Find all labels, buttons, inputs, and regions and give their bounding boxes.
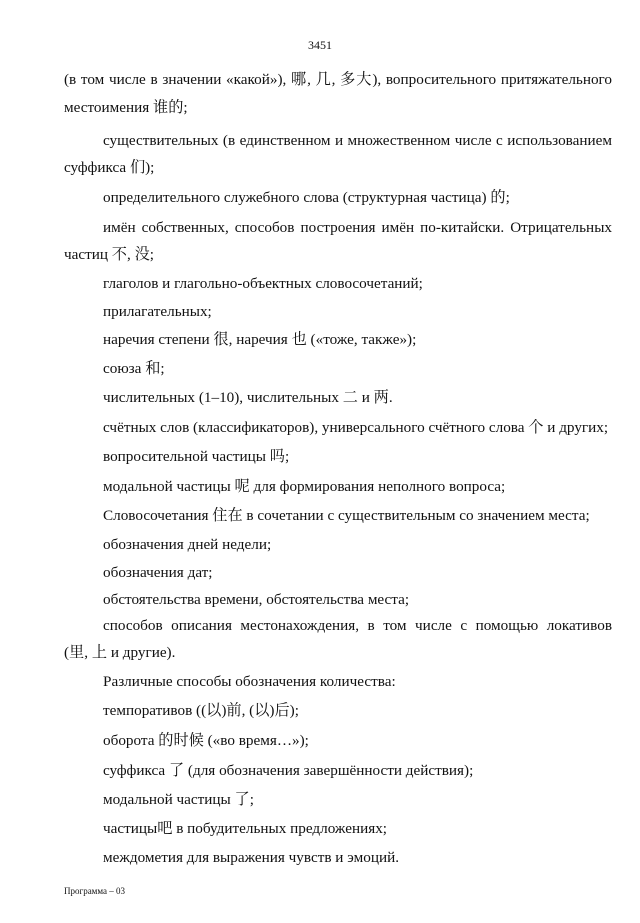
text-line: прилагательных; xyxy=(103,303,212,320)
footer-label: Программа – 03 xyxy=(64,886,126,896)
text-line: частицы吧 в побудительных предложениях; xyxy=(103,820,388,837)
text-line: союза 和; xyxy=(103,360,165,377)
text-line: наречия степени 很, наречия 也 («тоже, также»); xyxy=(103,331,417,348)
text-line: обстоятельства времени, обстоятельства места; xyxy=(103,591,410,608)
page-number: 3451 xyxy=(308,38,332,52)
text-line: Словосочетания 住在 в сочетании с существительным со значением места; xyxy=(103,507,590,524)
text-line: имён собственных, способов построения имён по-китайски. Отрицательных xyxy=(103,219,612,236)
text-line: модальной частицы 呢 для формирования неполного вопроса; xyxy=(103,478,506,495)
text-line: оборота 的时候 («во время…»); xyxy=(103,732,309,749)
text-line: существительных (в единственном и множественном числе с использованием xyxy=(103,132,612,149)
text-line: обозначения дат; xyxy=(103,564,213,581)
text-line: способов описания местонахождения, в том числе с помощью локативов xyxy=(103,617,612,634)
text-line: глаголов и глагольно-объектных словосочетаний; xyxy=(103,275,423,292)
text-line: темпоративов ((以)前, (以)后); xyxy=(103,702,299,719)
text-line: определительного служебного слова (структурная частица) 的; xyxy=(103,189,510,206)
text-line: числительных (1–10), числительных 二 и 两. xyxy=(103,389,393,406)
text-line: суффикса 们); xyxy=(64,159,155,176)
text-line: (里, 上 и другие). xyxy=(64,644,176,661)
text-line: (в том числе в значении «какой»), 哪, 几, 多大), вопросительного притяжательного xyxy=(64,71,612,88)
text-line: счётных слов (классификаторов), универсального счётного слова 个 и других; xyxy=(103,419,609,436)
text-line: суффикса 了 (для обозначения завершённости действия); xyxy=(103,762,474,779)
text-line: обозначения дней недели; xyxy=(103,536,272,553)
text-line: Различные способы обозначения количества: xyxy=(103,673,396,690)
text-line: модальной частицы 了; xyxy=(103,791,254,808)
text-line: частиц 不, 没; xyxy=(64,246,154,263)
text-line: вопросительной частицы 吗; xyxy=(103,448,290,465)
text-line: местоимения 谁的; xyxy=(64,99,188,116)
text-line: междометия для выражения чувств и эмоций. xyxy=(103,849,399,866)
